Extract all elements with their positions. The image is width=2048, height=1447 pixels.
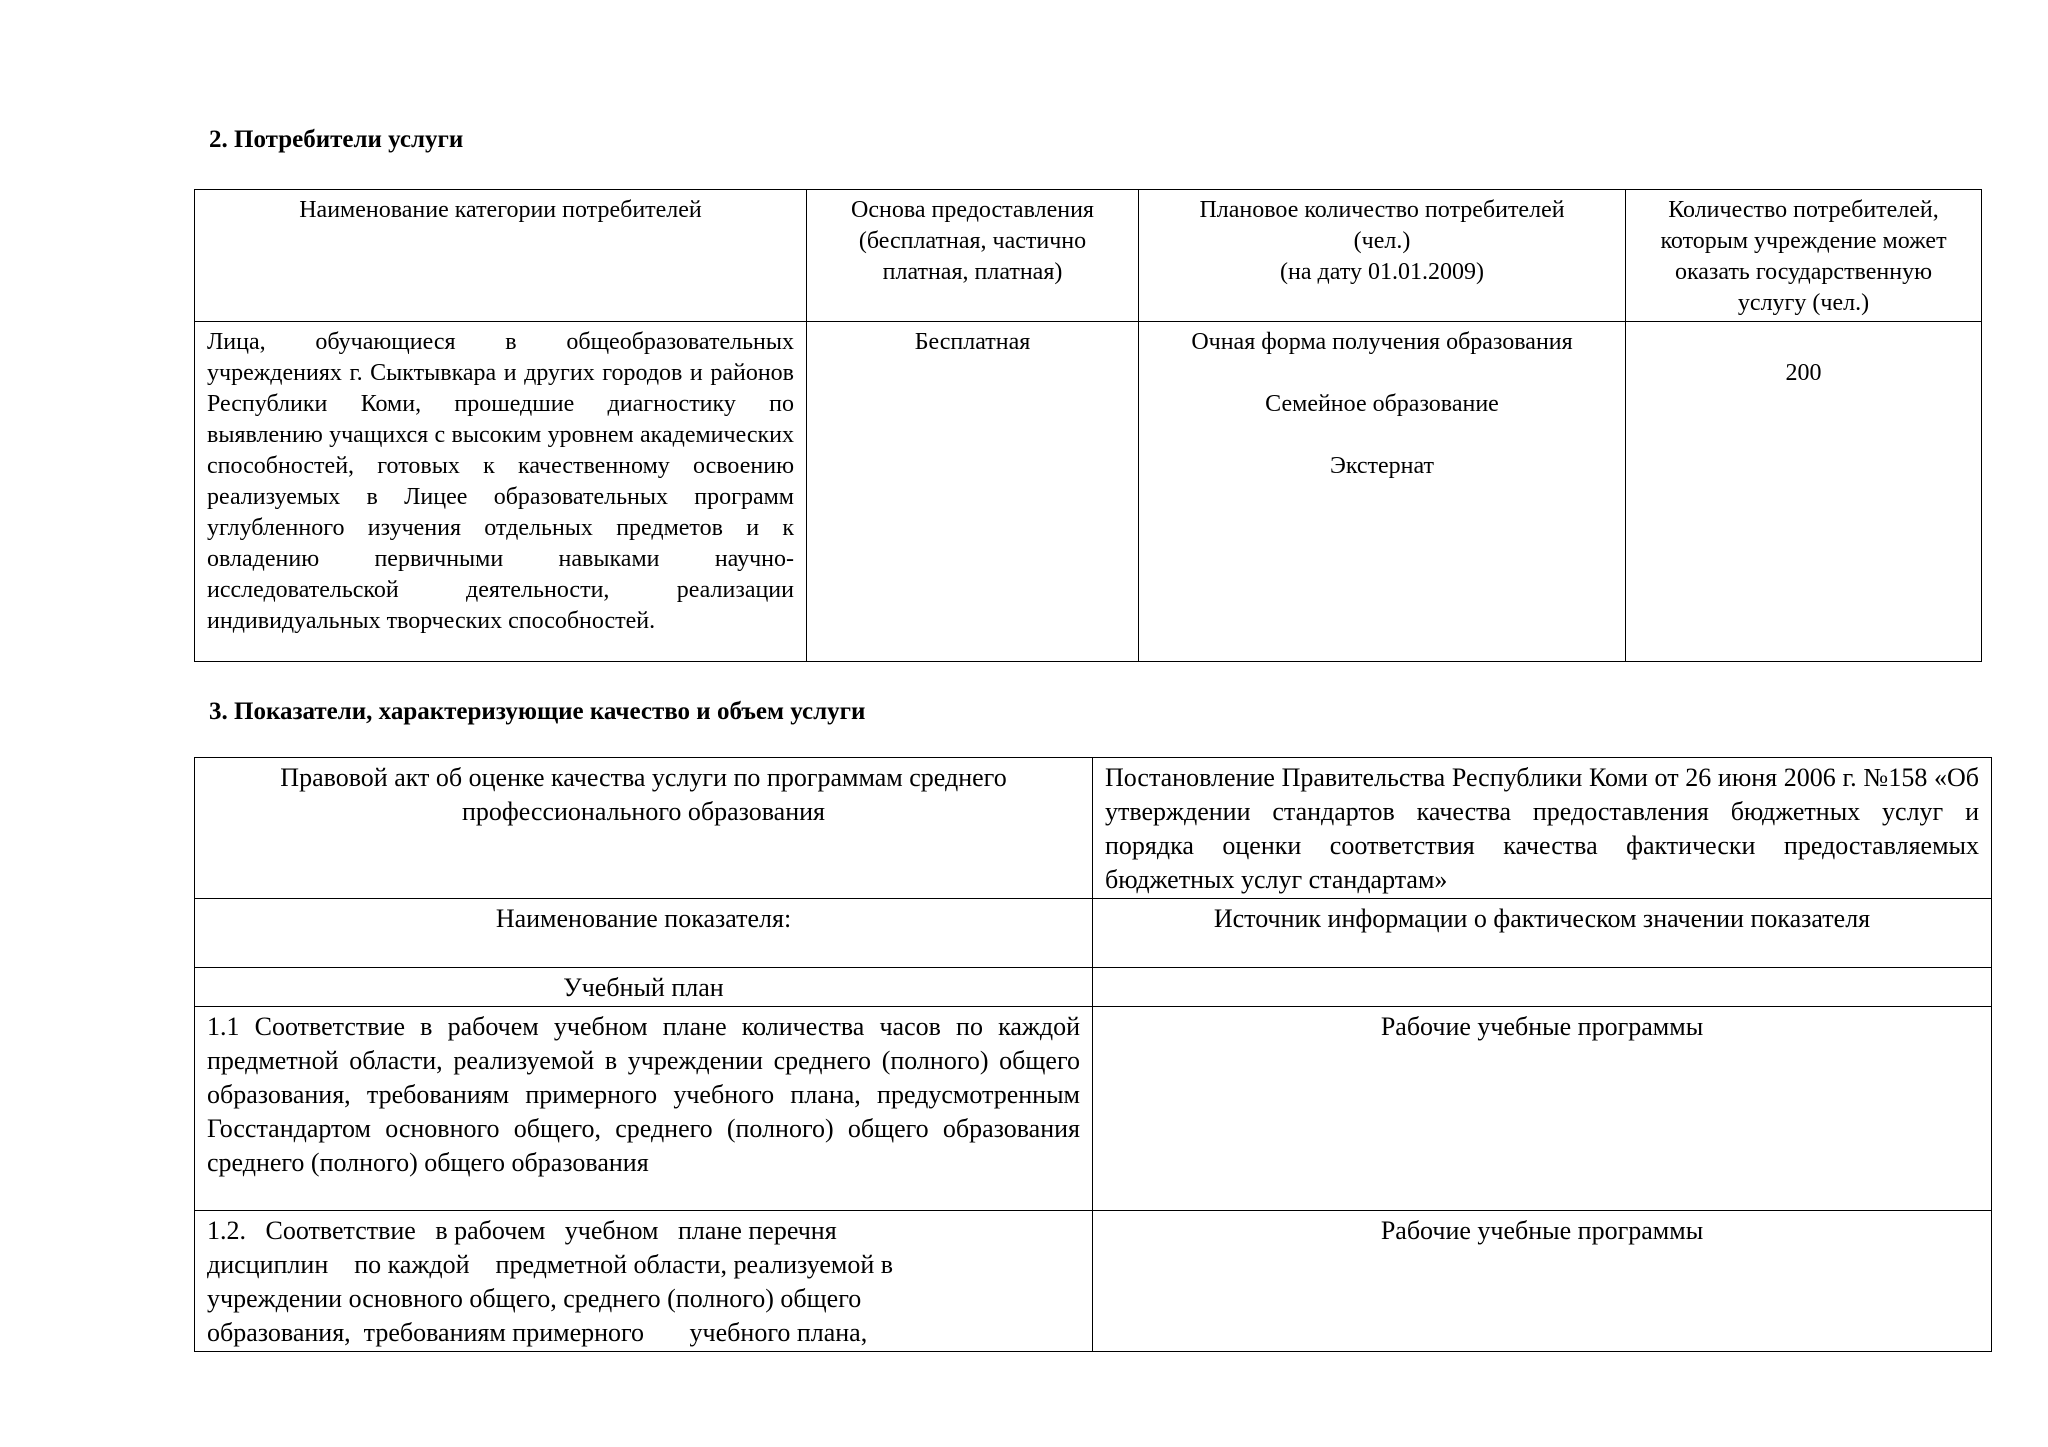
header-planned-line: (на дату 01.01.2009) (1280, 259, 1484, 285)
header-planned-count (1139, 190, 1626, 322)
header-capacity-line: услугу (чел.) (1737, 290, 1870, 316)
basis-cell: Бесплатная (807, 322, 1139, 662)
count-cell: 200 (1626, 322, 1982, 662)
quality-indicators-table (194, 757, 1992, 1352)
indicator-row (195, 1211, 1992, 1352)
indicator-source: Рабочие учебные программы (1093, 1211, 1992, 1352)
header-capacity-line: которым учреждение может (1660, 228, 1947, 254)
header-planned-line: Плановое количество потребителей (1199, 197, 1565, 223)
header-capacity-line: Количество потребителей, (1668, 197, 1939, 223)
header-category: Наименование категории потребителей (195, 190, 807, 322)
indicator-row (195, 1007, 1992, 1211)
indicator-text: 1.1 Соответствие в рабочем учебном плане количества часов по каждой предметной области, реализуемой в учреждении среднего (полного) общего образования, требованиям примерного учебного плана, предусмотренным Госстандартом основного общего, среднего (полного) общего образования среднего (полного) общего образования (195, 1007, 1093, 1211)
legal-act-value: Постановление Правительства Республики Коми от 26 июня 2006 г. №158 «Об утверждении стандартов качества предоставления бюджетных услуг и порядка оценки соответствия качества фактически предоставляемых бюджетных услуг стандартам» (1093, 758, 1992, 899)
columns-header-row (195, 899, 1992, 968)
header-basis (807, 190, 1139, 322)
consumers-table (194, 189, 1982, 662)
category-cell: Лица, обучающиеся в общеобразовательных учреждениях г. Сыктывкара и других городов и районов Республики Коми, прошедшие диагностику по выявлению учащихся с высоким уровнем академических способностей, готовых к качественному освоению реализуемых в Лицее образовательных программ углубленного изучения отдельных предметов и к овладению первичными навыками научно-исследовательской деятельности, реализации индивидуальных творческих способностей. (195, 322, 807, 662)
indicator-source: Рабочие учебные программы (1093, 1007, 1992, 1211)
consumers-header-row (195, 190, 1982, 322)
form-item: Экстернат (1329, 453, 1435, 479)
section-3-title: 3. Показатели, характеризующие качество и объем услуги (209, 698, 866, 725)
group-row (195, 968, 1992, 1007)
source-column-header: Источник информации о фактическом значении показателя (1093, 899, 1992, 968)
legal-act-label: Правовой акт об оценке качества услуги по программам среднего профессионального образования (195, 758, 1093, 899)
header-planned-line: (чел.) (1353, 228, 1411, 254)
form-item: Очная форма получения образования (1191, 329, 1573, 355)
section-2-title: 2. Потребители услуги (209, 126, 464, 153)
header-basis-line: Основа предоставления (851, 197, 1094, 223)
header-basis-line: (бесплатная, частично (858, 228, 1087, 254)
group-empty-cell (1093, 968, 1992, 1007)
forms-cell (1139, 322, 1626, 662)
header-basis-line: платная, платная) (882, 259, 1063, 285)
form-item: Семейное образование (1265, 391, 1499, 417)
legal-act-row (195, 758, 1992, 899)
header-capacity-line: оказать государственную (1674, 259, 1933, 285)
group-label: Учебный план (195, 968, 1093, 1007)
indicator-column-header: Наименование показателя: (195, 899, 1093, 968)
header-capacity (1626, 190, 1982, 322)
indicator-text: 1.2. Соответствие в рабочем учебном плане перечня дисциплин по каждой предметной области, реализуемой в учреждении основного общего, среднего (полного) общего образования, требованиям примерного учебного плана, (195, 1211, 1093, 1352)
consumers-row (195, 322, 1982, 662)
